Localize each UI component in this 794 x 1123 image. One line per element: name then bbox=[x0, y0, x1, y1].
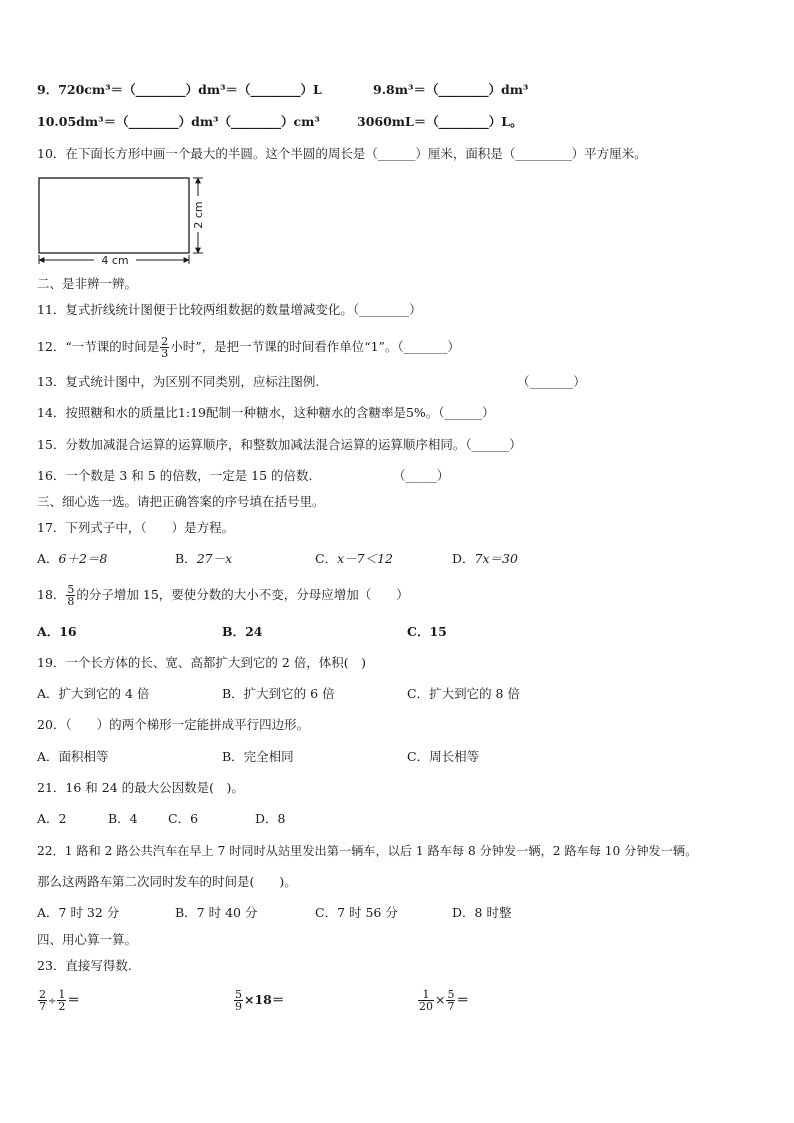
q21-option-c[interactable]: C．6 bbox=[168, 811, 199, 826]
q12-pre: 12．“一节课的时间是 bbox=[37, 339, 160, 354]
q9-line1-a: 9．720cm³＝（________）dm³＝（________）L bbox=[37, 82, 322, 97]
q13-text: 13．复式统计图中，为区别不同类别，应标注图例. bbox=[37, 374, 320, 389]
q22-line1: 22．1 路和 2 路公共汽车在早上 7 时同时从站里发出第一辆车，以后 1 路车每 8 分钟发一辆，2 路车每 10 分钟发一辆。 bbox=[37, 844, 698, 858]
q21-option-b[interactable]: B．4 bbox=[108, 811, 138, 826]
q12-numerator: 2 bbox=[161, 335, 169, 348]
q18-option-c[interactable]: C．15 bbox=[407, 624, 447, 639]
q20-option-b[interactable]: B．完全相同 bbox=[222, 749, 294, 764]
q19-option-b[interactable]: B．扩大到它的 6 倍 bbox=[222, 686, 335, 701]
q14-text: 14．按照糖和水的质量比1:19配制一种糖水，这种糖水的含糖率是5%。（______） bbox=[37, 405, 495, 420]
q18-denominator: 8 bbox=[67, 595, 75, 608]
q13-blank: （_______） bbox=[517, 374, 586, 389]
q18-fraction bbox=[66, 584, 75, 607]
q16-blank: （_____） bbox=[393, 468, 450, 483]
q20-option-c[interactable]: C．周长相等 bbox=[407, 749, 480, 764]
q22-line2: 那么这两路车第二次同时发车的时间是( )。 bbox=[37, 874, 297, 889]
q17-option-b[interactable]: B．27－x bbox=[175, 551, 233, 566]
q18 bbox=[37, 584, 409, 607]
q23-expr-2: $\frac{5}{9}$ ×18＝ bbox=[235, 988, 285, 1013]
height-label: 2 cm bbox=[192, 201, 205, 229]
q12 bbox=[37, 336, 460, 359]
q18-option-b[interactable]: B．24 bbox=[222, 624, 263, 639]
q23-expr-3: $\frac{1}{20}$ × $\frac{5}{7}$ ＝ bbox=[419, 988, 469, 1013]
q18-numerator: 5 bbox=[67, 583, 75, 596]
q17-option-a[interactable]: A．6＋2＝8 bbox=[37, 551, 108, 566]
q19-option-c[interactable]: C．扩大到它的 8 倍 bbox=[407, 686, 520, 701]
q15-text: 15．分数加减混合运算的运算顺序，和整数加减法混合运算的运算顺序相同。（______） bbox=[37, 437, 522, 452]
q19-text: 19．一个长方体的长、宽、高都扩大到它的 2 倍，体积( ) bbox=[37, 655, 367, 670]
q23-text: 23．直接写得数. bbox=[37, 958, 132, 973]
q10-text: 10．在下面长方形中画一个最大的半圆。这个半圆的周长是（______）厘米，面积是（_________）平方厘米。 bbox=[37, 146, 647, 161]
width-label: 4 cm bbox=[101, 254, 129, 267]
q21-text: 21．16 和 24 的最大公因数是( )。 bbox=[37, 780, 244, 795]
q9-line2-a: 10.05dm³＝（________）dm³（________）cm³ bbox=[37, 114, 320, 129]
section3-title: 三、细心选一选。请把正确答案的序号填在括号里。 bbox=[37, 494, 325, 509]
q21-option-d[interactable]: D．8 bbox=[255, 811, 286, 826]
q18-pre: 18． bbox=[37, 587, 66, 602]
q22-option-a[interactable]: A．7 时 32 分 bbox=[37, 905, 120, 920]
q22-option-c[interactable]: C．7 时 56 分 bbox=[315, 905, 398, 920]
q23-expr-1: $\frac{2}{7}$ ÷ $\frac{1}{2}$ ＝ bbox=[39, 988, 80, 1013]
q22-option-b[interactable]: B．7 时 40 分 bbox=[175, 905, 258, 920]
q12-denominator: 3 bbox=[161, 347, 169, 360]
q17-text: 17．下列式子中，（ ）是方程。 bbox=[37, 520, 235, 535]
q19-option-a[interactable]: A．扩大到它的 4 倍 bbox=[37, 686, 150, 701]
section4-title: 四、用心算一算。 bbox=[37, 932, 138, 947]
q17-option-d[interactable]: D．7x＝30 bbox=[452, 551, 518, 566]
q11-text: 11．复式折线统计图便于比较两组数据的数量增减变化。（________） bbox=[37, 302, 422, 317]
q21-option-a[interactable]: A．2 bbox=[37, 811, 67, 826]
q18-option-a[interactable]: A．16 bbox=[37, 624, 77, 639]
q20-text: 20．（ ）的两个梯形一定能拼成平行四边形。 bbox=[37, 717, 310, 732]
q12-fraction bbox=[160, 336, 169, 359]
section2-title: 二、是非辨一辨。 bbox=[37, 276, 138, 291]
q17-option-c[interactable]: C．x－7＜12 bbox=[315, 551, 393, 566]
q22-option-d[interactable]: D．8 时整 bbox=[452, 905, 512, 920]
q9-line1-b: 9.8m³＝（________）dm³ bbox=[373, 82, 529, 97]
q16-text: 16．一个数是 3 和 5 的倍数，一定是 15 的倍数. bbox=[37, 468, 313, 483]
q9-line2-b: 3060mL＝（________）L。 bbox=[357, 114, 523, 129]
q10-rectangle-figure bbox=[30, 168, 220, 268]
q18-post: 的分子增加 15，要使分数的大小不变，分母应增加（ ） bbox=[76, 587, 409, 602]
rectangle bbox=[39, 178, 189, 253]
q20-option-a[interactable]: A．面积相等 bbox=[37, 749, 109, 764]
q12-post: 小时”，是把一节课的时间看作单位“1”。（_______） bbox=[170, 339, 460, 354]
